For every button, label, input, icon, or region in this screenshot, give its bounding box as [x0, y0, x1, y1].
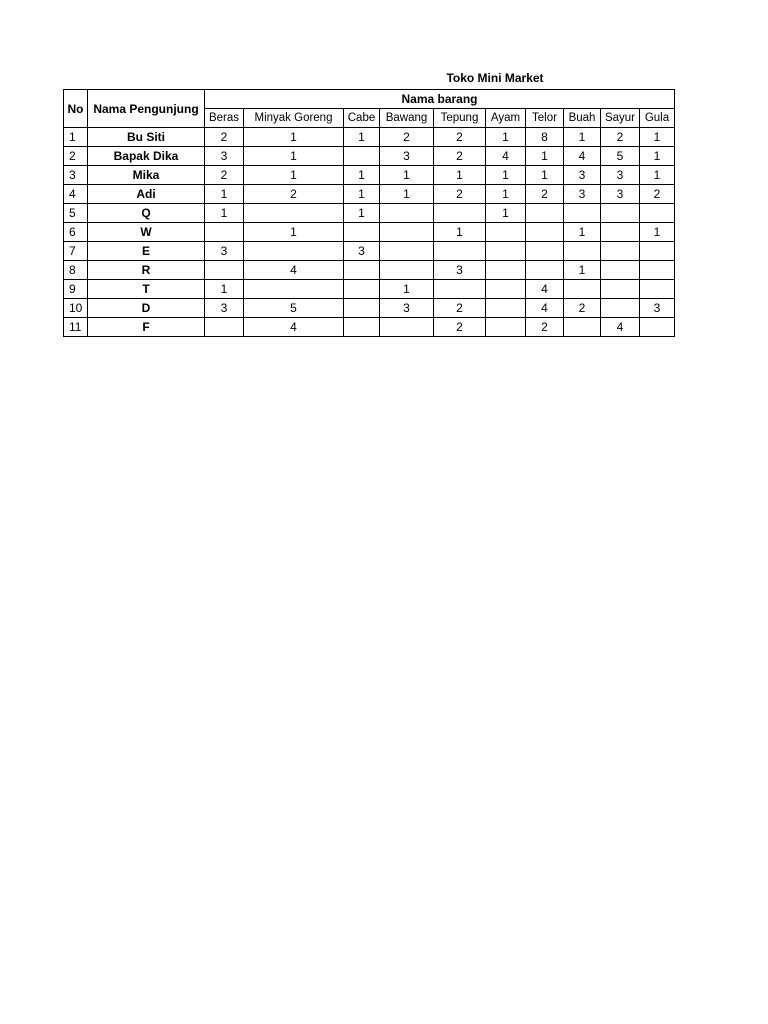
column-header-item: Tepung [434, 109, 486, 128]
column-header-item: Ayam [486, 109, 526, 128]
quantity-cell [640, 242, 675, 261]
column-header-item: Sayur [601, 109, 640, 128]
quantity-cell: 4 [486, 147, 526, 166]
quantity-cell: 1 [640, 128, 675, 147]
quantity-cell [244, 204, 344, 223]
table-row [64, 166, 675, 185]
row-number-cell: 7 [64, 242, 88, 261]
table-row [64, 280, 675, 299]
table-row [64, 204, 675, 223]
quantity-cell [344, 261, 380, 280]
quantity-cell: 3 [205, 242, 244, 261]
quantity-cell [205, 318, 244, 337]
quantity-cell: 4 [244, 318, 344, 337]
quantity-cell: 1 [486, 166, 526, 185]
row-number-cell: 6 [64, 223, 88, 242]
quantity-cell: 1 [526, 147, 564, 166]
quantity-cell [244, 280, 344, 299]
row-number-cell: 4 [64, 185, 88, 204]
quantity-cell [601, 280, 640, 299]
column-header-no: No [64, 90, 88, 128]
quantity-cell: 2 [244, 185, 344, 204]
quantity-cell: 1 [564, 261, 601, 280]
row-number-cell: 11 [64, 318, 88, 337]
row-number-cell: 3 [64, 166, 88, 185]
quantity-cell: 1 [564, 128, 601, 147]
quantity-cell: 4 [564, 147, 601, 166]
quantity-cell: 8 [526, 128, 564, 147]
quantity-cell: 1 [564, 223, 601, 242]
quantity-cell: 1 [640, 223, 675, 242]
sheet-title: Toko Mini Market [446, 71, 544, 85]
quantity-cell: 1 [244, 166, 344, 185]
quantity-cell [486, 280, 526, 299]
quantity-cell: 3 [344, 242, 380, 261]
column-header-item: Cabe [344, 109, 380, 128]
quantity-cell [344, 280, 380, 299]
quantity-cell [601, 204, 640, 223]
visitor-name-cell: Bu Siti [88, 128, 205, 147]
quantity-cell [434, 242, 486, 261]
quantity-cell: 4 [244, 261, 344, 280]
quantity-cell: 1 [344, 128, 380, 147]
quantity-cell: 1 [205, 280, 244, 299]
quantity-cell [486, 299, 526, 318]
table-row [64, 299, 675, 318]
quantity-cell [486, 242, 526, 261]
column-header-item: Bawang [380, 109, 434, 128]
quantity-cell: 1 [434, 166, 486, 185]
quantity-cell: 1 [640, 147, 675, 166]
table-row [64, 223, 675, 242]
quantity-cell: 1 [205, 185, 244, 204]
visitor-name-cell: T [88, 280, 205, 299]
quantity-cell: 1 [244, 223, 344, 242]
quantity-cell [526, 261, 564, 280]
quantity-cell: 2 [205, 128, 244, 147]
quantity-cell: 1 [486, 128, 526, 147]
quantity-cell [601, 299, 640, 318]
quantity-cell [344, 147, 380, 166]
visitor-name-cell: F [88, 318, 205, 337]
quantity-cell [380, 261, 434, 280]
quantity-cell [380, 318, 434, 337]
quantity-cell [344, 223, 380, 242]
quantity-cell: 1 [244, 128, 344, 147]
table-row [64, 242, 675, 261]
quantity-cell: 1 [434, 223, 486, 242]
quantity-cell [526, 223, 564, 242]
quantity-cell: 4 [601, 318, 640, 337]
quantity-cell [601, 242, 640, 261]
quantity-cell: 3 [380, 299, 434, 318]
quantity-cell: 3 [640, 299, 675, 318]
quantity-cell [344, 299, 380, 318]
quantity-cell [205, 223, 244, 242]
quantity-cell: 3 [205, 147, 244, 166]
quantity-cell: 2 [601, 128, 640, 147]
quantity-cell: 1 [640, 166, 675, 185]
table-row [64, 261, 675, 280]
quantity-cell: 3 [434, 261, 486, 280]
quantity-cell [640, 318, 675, 337]
visitor-name-cell: D [88, 299, 205, 318]
quantity-cell [601, 223, 640, 242]
quantity-cell: 1 [344, 204, 380, 223]
quantity-cell [486, 318, 526, 337]
quantity-cell [434, 204, 486, 223]
quantity-cell: 5 [601, 147, 640, 166]
quantity-cell [564, 280, 601, 299]
quantity-cell: 4 [526, 280, 564, 299]
quantity-cell: 3 [205, 299, 244, 318]
quantity-cell: 2 [434, 147, 486, 166]
quantity-cell [380, 223, 434, 242]
row-number-cell: 9 [64, 280, 88, 299]
quantity-cell: 2 [434, 299, 486, 318]
visitor-name-cell: Bapak Dika [88, 147, 205, 166]
visitor-name-cell: E [88, 242, 205, 261]
quantity-cell: 2 [205, 166, 244, 185]
visitor-name-cell: Q [88, 204, 205, 223]
visitor-name-cell: R [88, 261, 205, 280]
quantity-cell: 2 [526, 185, 564, 204]
quantity-cell: 3 [601, 166, 640, 185]
quantity-cell [526, 242, 564, 261]
quantity-cell: 4 [526, 299, 564, 318]
quantity-cell [640, 261, 675, 280]
visitor-purchase-table [63, 89, 675, 337]
quantity-cell: 1 [380, 280, 434, 299]
quantity-cell: 1 [380, 185, 434, 204]
column-header-item: Minyak Goreng [244, 109, 344, 128]
row-number-cell: 5 [64, 204, 88, 223]
quantity-cell: 2 [434, 128, 486, 147]
quantity-cell [380, 242, 434, 261]
quantity-cell [640, 204, 675, 223]
table-row [64, 185, 675, 204]
row-number-cell: 1 [64, 128, 88, 147]
quantity-cell [564, 318, 601, 337]
quantity-cell: 1 [344, 185, 380, 204]
table-row [64, 128, 675, 147]
column-header-item: Beras [205, 109, 244, 128]
visitor-name-cell: W [88, 223, 205, 242]
quantity-cell [486, 261, 526, 280]
table-header [64, 90, 675, 128]
quantity-cell: 1 [244, 147, 344, 166]
quantity-cell: 1 [205, 204, 244, 223]
column-header-item: Gula [640, 109, 675, 128]
quantity-cell [526, 204, 564, 223]
header-row-group [64, 90, 675, 109]
quantity-cell [380, 204, 434, 223]
table-body [64, 128, 675, 337]
quantity-cell: 3 [564, 185, 601, 204]
quantity-cell: 2 [380, 128, 434, 147]
quantity-cell [205, 261, 244, 280]
column-header-item: Telor [526, 109, 564, 128]
row-number-cell: 10 [64, 299, 88, 318]
quantity-cell: 3 [601, 185, 640, 204]
row-number-cell: 2 [64, 147, 88, 166]
quantity-cell: 2 [640, 185, 675, 204]
row-number-cell: 8 [64, 261, 88, 280]
quantity-cell: 1 [344, 166, 380, 185]
quantity-cell [601, 261, 640, 280]
quantity-cell [486, 223, 526, 242]
quantity-cell: 3 [564, 166, 601, 185]
quantity-cell: 2 [434, 318, 486, 337]
quantity-cell [640, 280, 675, 299]
quantity-cell [564, 242, 601, 261]
column-header-item: Buah [564, 109, 601, 128]
quantity-cell [244, 242, 344, 261]
visitor-name-cell: Adi [88, 185, 205, 204]
table-row [64, 147, 675, 166]
quantity-cell [344, 318, 380, 337]
quantity-cell: 1 [526, 166, 564, 185]
quantity-cell: 2 [526, 318, 564, 337]
quantity-cell: 2 [434, 185, 486, 204]
column-header-name: Nama Pengunjung [88, 90, 205, 128]
quantity-cell: 5 [244, 299, 344, 318]
quantity-cell [434, 280, 486, 299]
table-row [64, 318, 675, 337]
quantity-cell: 3 [380, 147, 434, 166]
visitor-name-cell: Mika [88, 166, 205, 185]
quantity-cell: 2 [564, 299, 601, 318]
group-header-items: Nama barang [205, 90, 675, 109]
quantity-cell [564, 204, 601, 223]
quantity-cell: 1 [380, 166, 434, 185]
quantity-cell: 1 [486, 185, 526, 204]
quantity-cell: 1 [486, 204, 526, 223]
